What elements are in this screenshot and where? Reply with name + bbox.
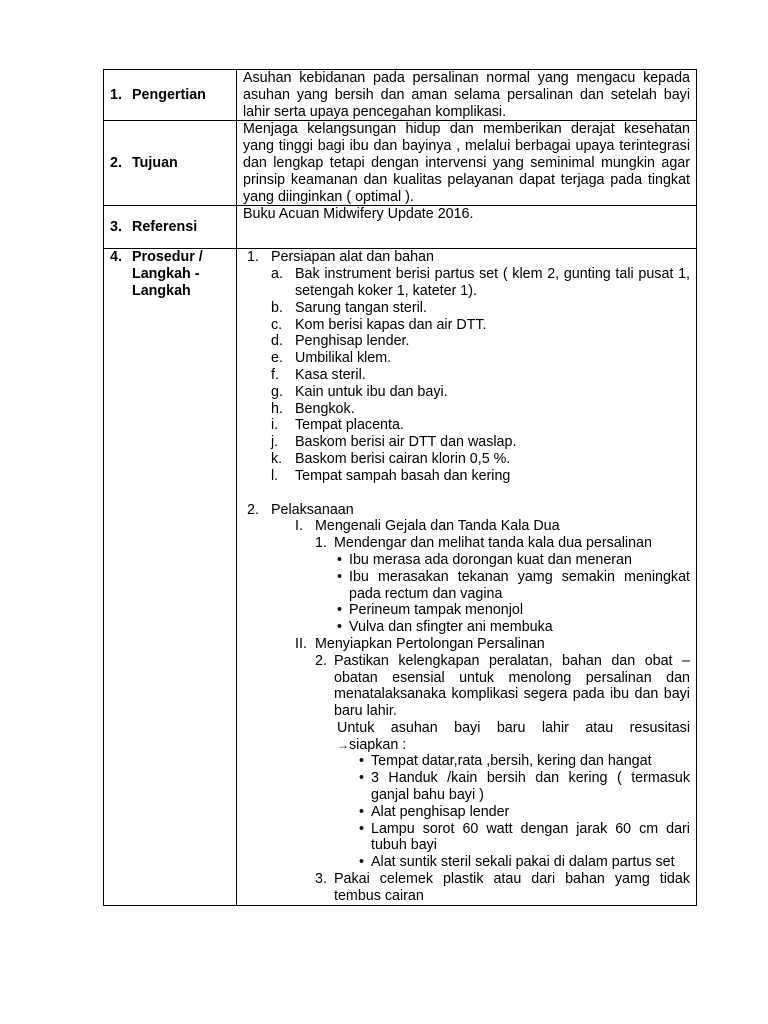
list-item: a. Bak instrument berisi partus set ( klem 2, gunting tali pusat 1, setengah koker 1, kateter 1). [271, 266, 690, 299]
list-item: b. Sarung tangan steril. [271, 299, 427, 316]
step-1: 1. Mendengar dan melihat tanda kala dua persalinan [315, 535, 652, 552]
bullet-item: • Tempat datar,rata ,bersih, kering dan hangat [359, 753, 652, 770]
list-item: k. Baskom berisi cairan klorin 0,5 %. [271, 450, 511, 467]
label-prosedur: 4. Prosedur / Langkah - Langkah [104, 249, 237, 905]
bullet-item: • Alat suntik steril sekali pakai di dalam partus set [359, 854, 675, 871]
sop-table [103, 69, 697, 906]
list-item: d. Penghisap lender. [271, 333, 410, 350]
value-prosedur [237, 249, 697, 905]
pelaksanaan-heading: 2. Pelaksanaan [247, 501, 354, 518]
bullet-item: • Perineum tampak menonjol [337, 602, 524, 619]
value-pengertian: Asuhan kebidanan pada persalinan normal yang mengacu kepada asuhan yang bersih dan aman selama persalinan dan setelah bayi lahir serta upaya pencegahan komplikasi. [237, 70, 697, 121]
step-3: 3. Pakai celemek plastik atau dari bahan yamg tidak tembus cairan [315, 871, 690, 904]
bullet-item: • 3 Handuk /kain bersih dan kering ( termasuk ganjal bahu bayi ) [359, 770, 690, 804]
arrow-icon: → [337, 737, 349, 752]
value-tujuan: Menjaga kelangsungan hidup dan memberikan derajat kesehatan yang tinggi bagi ibu dan bayinya , melalui berbagai upaya terintegrasi dan lengkap tetapi dengan intervensi yang seminimal mungkin agar prinsip keamanan dan kualitas pelayanan dapat terjaga pada tingkat yang diinginkan ( optimal ). [237, 121, 697, 206]
value-referensi: Buku Acuan Midwifery Update 2016. [237, 206, 697, 249]
list-item: g. Kain untuk ibu dan bayi. [271, 383, 448, 400]
bullet-item: • Vulva dan sfingter ani membuka [337, 619, 553, 636]
section-2-bullets [243, 753, 690, 871]
bullet-item: • Ibu merasakan tekanan yamg semakin meningkat pada rectum dan vagina [337, 568, 690, 602]
label-tujuan: 2. Tujuan [104, 121, 237, 206]
list-item: c. Kom berisi kapas dan air DTT. [271, 316, 487, 333]
list-item: l. Tempat sampah basah dan kering [271, 467, 511, 484]
label-pengertian: 1. Pengertian [104, 70, 237, 121]
persiapan-heading: 1. Persiapan alat dan bahan [247, 249, 434, 266]
row-pengertian [104, 70, 697, 121]
row-referensi [104, 206, 697, 249]
list-item: i. Tempat placenta. [271, 417, 404, 434]
label-referensi: 3. Referensi [104, 206, 237, 249]
section-1-bullets [243, 552, 690, 636]
list-item: j. Baskom berisi air DTT dan waslap. [271, 434, 517, 451]
bullet-item: • Alat penghisap lender [359, 803, 510, 820]
row-prosedur [104, 249, 697, 905]
bullet-item: • Ibu merasa ada dorongan kuat dan meneran [337, 551, 632, 568]
sop-document [103, 69, 690, 906]
bullet-item: • Lampu sorot 60 watt dengan jarak 60 cm dari tubuh bayi [359, 820, 690, 854]
row-tujuan [104, 121, 697, 206]
list-item: h. Bengkok. [271, 400, 355, 417]
list-item: f. Kasa steril. [271, 366, 366, 383]
section-1-heading: I. Mengenali Gejala dan Tanda Kala Dua [295, 518, 560, 535]
list-item: e. Umbilikal klem. [271, 350, 392, 367]
persiapan-list [243, 266, 690, 484]
section-2-heading: II. Menyiapkan Pertolongan Persalinan [295, 635, 545, 652]
resusitasi-note: Untuk asuhan bayi baru lahir atau resusitasi →siapkan : [337, 719, 690, 753]
step-2: 2. Pastikan kelengkapan peralatan, bahan dan obat – obatan esensial untuk menolong persalinan dan menatalaksanaka komplikasi segera pada ibu dan bayi baru lahir. [315, 652, 690, 720]
